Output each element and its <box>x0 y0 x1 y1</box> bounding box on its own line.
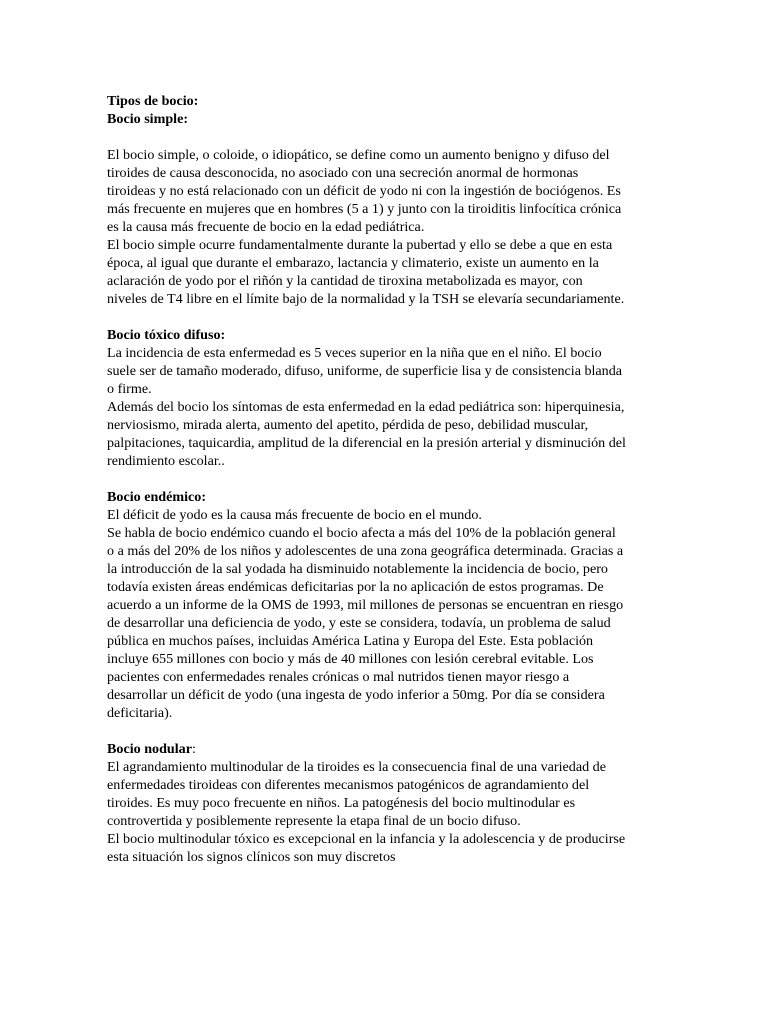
paragraph <box>107 236 667 308</box>
paragraph-line: palpitaciones, taquicardia, amplitud de la diferencial en la presión arterial y disminución del <box>107 435 626 451</box>
paragraph <box>107 830 667 866</box>
paragraph-line: pública en muchos países, incluidas América Latina y Europa del Este. Esta población <box>107 633 594 649</box>
section-heading-line <box>107 488 667 506</box>
heading-spacer <box>107 128 667 146</box>
section <box>107 110 667 308</box>
paragraph <box>107 524 667 722</box>
section-spacer <box>107 308 667 326</box>
paragraph-line: época, al igual que durante el embarazo, lactancia y climaterio, existe un aumento en la <box>107 255 599 271</box>
paragraph-line: tiroides de causa desconocida, no asociado con una secreción anormal de hormonas <box>107 165 579 181</box>
paragraph-line: suele ser de tamaño moderado, difuso, uniforme, de superficie lisa y de consistencia blanda <box>107 363 623 379</box>
paragraph <box>107 758 667 830</box>
paragraph-line: Se habla de bocio endémico cuando el bocio afecta a más del 10% de la población general <box>107 525 616 541</box>
paragraph <box>107 344 667 398</box>
paragraph <box>107 146 667 236</box>
paragraph-line: deficitaria). <box>107 705 173 721</box>
paragraph-line: rendimiento escolar.. <box>107 453 225 469</box>
paragraph-line: esta situación los signos clínicos son muy discretos <box>107 849 396 865</box>
paragraph <box>107 506 667 524</box>
paragraph-line: El agrandamiento multinodular de la tiroides es la consecuencia final de una variedad de <box>107 759 606 775</box>
section-heading-line <box>107 110 667 128</box>
paragraph-line: El déficit de yodo es la causa más frecuente de bocio en el mundo. <box>107 507 482 523</box>
paragraph-line: El bocio simple, o coloide, o idiopático, se define como un aumento benigno y difuso del <box>107 147 610 163</box>
paragraph-line: El bocio simple ocurre fundamentalmente durante la pubertad y ello se debe a que en esta <box>107 237 613 253</box>
document-page <box>107 92 667 866</box>
section <box>107 308 667 470</box>
paragraph-line: o a más del 20% de los niños y adolescentes de una zona geográfica determinada. Gracias a <box>107 543 624 559</box>
section-heading: Bocio simple: <box>107 111 189 127</box>
paragraph-line: tiroides. Es muy poco frecuente en niños. La patogénesis del bocio multinodular es <box>107 795 576 811</box>
paragraph-line: nerviosismo, mirada alerta, aumento del apetito, pérdida de peso, debilidad muscular, <box>107 417 589 433</box>
section-heading-line <box>107 326 667 344</box>
paragraph-line: aclaración de yodo por el riñón y la cantidad de tiroxina metabolizada es mayor, con <box>107 273 583 289</box>
section-heading: Bocio tóxico difuso: <box>107 327 226 343</box>
paragraph-line: es la causa más frecuente de bocio en la edad pediátrica. <box>107 219 425 235</box>
section-heading-line <box>107 740 667 758</box>
section-spacer <box>107 722 667 740</box>
paragraph <box>107 398 667 470</box>
document-sections <box>107 110 667 866</box>
section <box>107 470 667 722</box>
paragraph-line: la introducción de la sal yodada ha disminuido notablemente la incidencia de bocio, pero <box>107 561 608 577</box>
paragraph-line: acuerdo a un informe de la OMS de 1993, mil millones de personas se encuentran en riesgo <box>107 597 624 613</box>
section-heading: Bocio nodular <box>107 741 192 757</box>
section-heading: Bocio endémico: <box>107 489 207 505</box>
paragraph-line: todavía existen áreas endémicas deficitarias por la no aplicación de estos programas. De <box>107 579 604 595</box>
section-spacer <box>107 470 667 488</box>
paragraph-line: incluye 655 millones con bocio y más de 40 millones con lesión cerebral evitable. Los <box>107 651 594 667</box>
paragraph-line: más frecuente en mujeres que en hombres (5 a 1) y junto con la tiroiditis linfocítica crónica <box>107 201 622 217</box>
document-title: Tipos de bocio: <box>107 93 199 109</box>
section <box>107 722 667 866</box>
paragraph-line: niveles de T4 libre en el límite bajo de la normalidad y la TSH se elevaría secundariamente. <box>107 291 625 307</box>
paragraph-line: tiroideas y no está relacionado con un déficit de yodo ni con la ingestión de bociógenos. Es <box>107 183 621 199</box>
paragraph-line: El bocio multinodular tóxico es excepcional en la infancia y la adolescencia y de producirse <box>107 831 626 847</box>
section-heading-suffix: : <box>191 741 196 757</box>
paragraph-line: o firme. <box>107 381 152 397</box>
paragraph-line: Además del bocio los síntomas de esta enfermedad en la edad pediátrica son: hiperquinesia, <box>107 399 625 415</box>
paragraph-line: de desarrollar una deficiencia de yodo, y este se considera, todavía, un problema de salud <box>107 615 611 631</box>
paragraph-line: controvertida y posiblemente represente la etapa final de un bocio difuso. <box>107 813 521 829</box>
paragraph-line: enfermedades tiroideas con diferentes mecanismos patogénicos de agrandamiento del <box>107 777 590 793</box>
paragraph-line: desarrollar un déficit de yodo (una ingesta de yodo inferior a 50mg. Por día se considera <box>107 687 605 703</box>
paragraph-line: pacientes con enfermedades renales crónicas o mal nutridos tienen mayor riesgo a <box>107 669 570 685</box>
paragraph-line: La incidencia de esta enfermedad es 5 veces superior en la niña que en el niño. El bocio <box>107 345 602 361</box>
